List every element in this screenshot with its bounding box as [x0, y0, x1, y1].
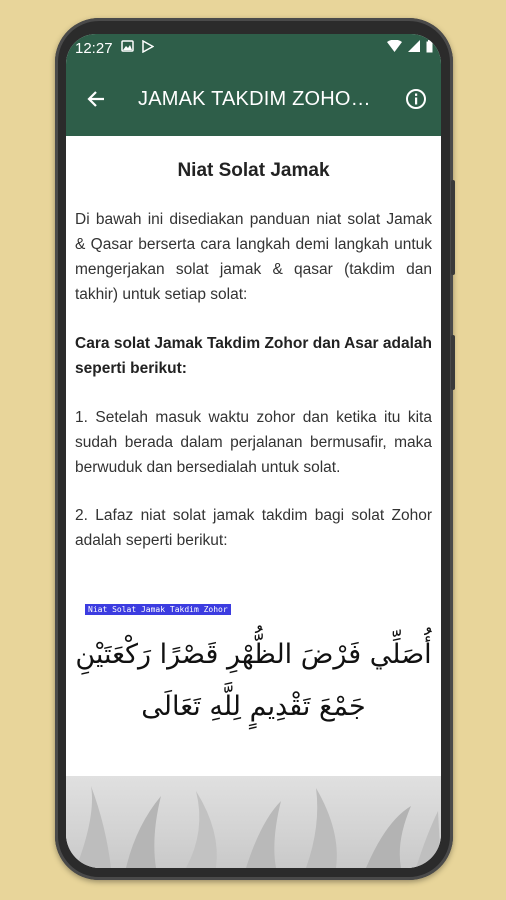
- arabic-line-2: جَمْعَ تَقْدِيمٍ لِلَّهِ تَعَالَى: [141, 691, 366, 722]
- play-store-icon: [142, 40, 154, 57]
- status-right-icons: [387, 40, 433, 57]
- arabic-line-1: أُصَلِّي فَرْضَ الظُّهْرِ قَصْرًا رَكْعَتَيْنِ: [75, 639, 432, 670]
- status-bar: [66, 34, 441, 62]
- article-content: [66, 136, 441, 776]
- intro-paragraph: Di bawah ini disediakan panduan niat solat Jamak & Qasar berserta cara langkah demi langkah untuk mengerjakan solat jamak & qasar (takdim dan takhir) untuk setiap solat:: [75, 211, 432, 303]
- decorative-background-image: [66, 776, 441, 868]
- page-title: JAMAK TAKDIM ZOHO…: [138, 87, 371, 110]
- phone-screen: [66, 34, 441, 868]
- arabic-niat-text: [66, 629, 441, 733]
- article-heading: Niat Solat Jamak: [177, 160, 330, 181]
- signal-icon: [408, 40, 420, 56]
- image-icon: [121, 40, 134, 56]
- subheading-paragraph: Cara solat Jamak Takdim Zohor dan Asar adalah seperti berikut:: [75, 335, 432, 377]
- app-bar: [66, 62, 441, 136]
- info-icon[interactable]: [405, 88, 427, 110]
- status-time: 12:27: [75, 39, 113, 57]
- phone-side-button: [451, 180, 455, 275]
- step-1-paragraph: 1. Setelah masuk waktu zohor dan ketika itu kita sudah berada dalam perjalanan bermusafir, maka berwuduk dan bersedialah untuk solat.: [75, 409, 432, 476]
- niat-label: Niat Solat Jamak Takdim Zohor: [85, 604, 231, 615]
- phone-side-button: [451, 335, 455, 390]
- wifi-icon: [387, 40, 402, 56]
- back-arrow-icon[interactable]: [84, 87, 108, 111]
- step-2-paragraph: 2. Lafaz niat solat jamak takdim bagi solat Zohor adalah seperti berikut:: [75, 507, 432, 549]
- battery-icon: [426, 40, 433, 57]
